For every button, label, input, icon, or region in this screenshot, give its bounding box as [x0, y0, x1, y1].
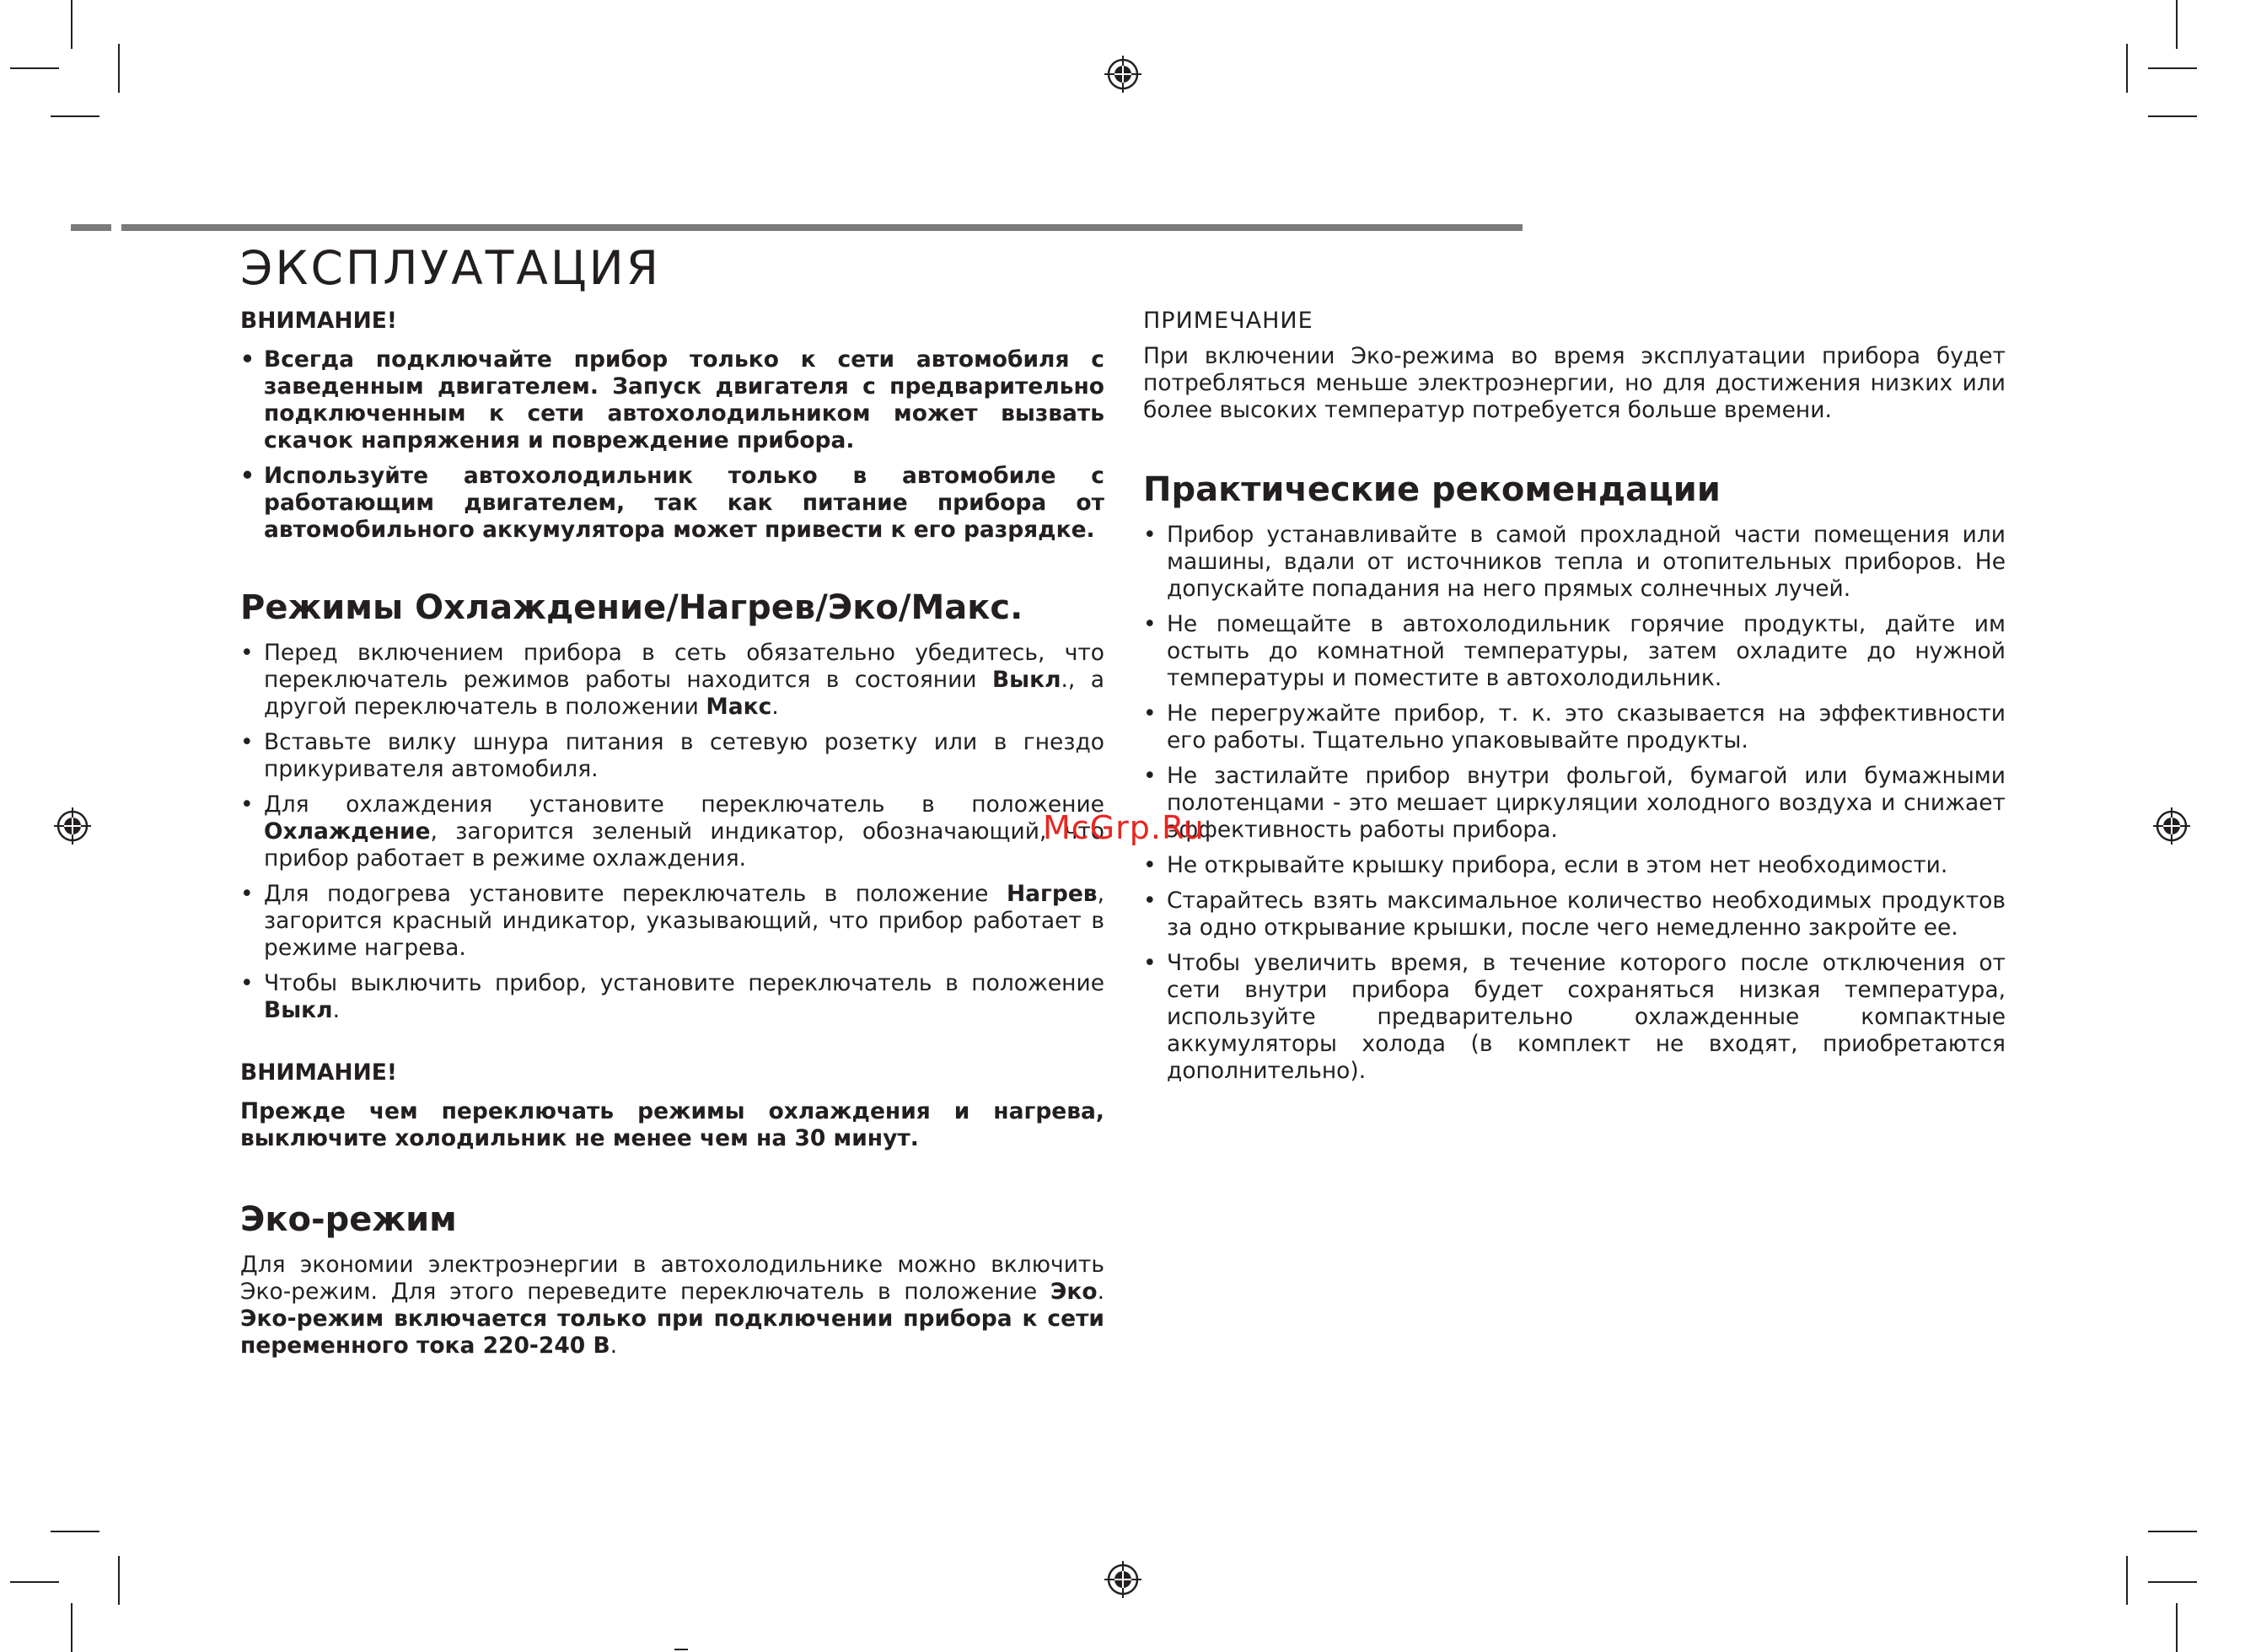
list-item: • Старайтесь взять максимальное количество необходимых продуктов за одно открывание крышки, после чего немедленно закройте ее.: [1143, 888, 2006, 941]
section-title-eco: Эко-режим: [240, 1200, 457, 1239]
text: .: [332, 997, 340, 1023]
page-title: ЭКСПЛУАТАЦИЯ: [240, 241, 661, 295]
note-label: ПРИМЕЧАНИЕ: [1143, 308, 1313, 334]
crop-mark: [674, 1649, 688, 1650]
warning-heading: ВНИМАНИЕ!: [240, 308, 397, 334]
warning-heading: ВНИМАНИЕ!: [240, 1059, 397, 1086]
tips-list: [1143, 522, 2006, 1085]
list-item: [240, 640, 1104, 721]
right-column: [1143, 308, 2006, 1093]
text: , загорится красный индикатор, указывающий, что прибор работает в режиме нагрева.: [264, 881, 1104, 961]
left-column: [240, 308, 1104, 1360]
registration-mark-icon: [1104, 1561, 1141, 1598]
bold-text: Нагрев: [1006, 881, 1098, 907]
text: Перед включением прибора в сеть обязательно убедитесь, что переключатель режимов работы находится в состоянии: [264, 640, 1104, 693]
crop-mark: [2148, 1581, 2197, 1583]
bold-text: Выкл: [264, 997, 333, 1023]
crop-mark: [10, 1581, 59, 1583]
list-item: • Не застилайте прибор внутри фольгой, бумагой или бумажными полотенцами - это мешает циркуляции холодного воздуха и снижает эффективность работы прибора.: [1143, 763, 2006, 844]
text: Для подогрева установите переключатель в положение: [264, 881, 1007, 907]
watermark: McGrp.Ru: [1043, 809, 1205, 846]
eco-paragraph: [240, 1252, 1104, 1360]
text: , загорится зеленый индикатор, обозначающий, что прибор работает в режиме охлаждения.: [264, 818, 1104, 872]
modes-list: [240, 640, 1104, 1024]
section-title-modes: Режимы Охлаждение/Нагрев/Эко/Макс.: [240, 588, 1023, 627]
list-item: • Не помещайте в автохолодильник горячие продукты, дайте им остыть до комнатной температуры, затем охладите до нужной температуры и поместите в автохолодильник.: [1143, 611, 2006, 692]
list-item: • Чтобы увеличить время, в течение которого после отключения от сети внутри прибора будет сохраняться низкая температура, используйте предварительно охлажденные компактные аккумуляторы холода (в комплект не входят, приобретаются дополнительно).: [1143, 950, 2006, 1085]
crop-mark: [71, 1603, 73, 1652]
text: Для экономии электроэнергии в автохолодильнике можно включить Эко-режим. Для этого переведите переключатель в положение: [240, 1252, 1104, 1305]
text: Чтобы выключить прибор, установите переключатель в положение: [264, 970, 1104, 996]
registration-mark-icon: [2153, 807, 2190, 845]
bold-text: Эко: [1050, 1279, 1098, 1305]
text: Для охлаждения установите переключатель в положение: [264, 791, 1104, 818]
registration-mark-icon: [1104, 56, 1141, 93]
crop-mark: [2148, 1531, 2197, 1532]
crop-mark: [51, 115, 99, 117]
header-rule: [121, 224, 1523, 231]
warning-item: • Используйте автохолодильник только в автомобиле с работающим двигателем, так как питание прибора от автомобильного аккумулятора может привести к его разрядке.: [240, 463, 1104, 544]
text: .: [771, 694, 779, 720]
registration-mark-icon: [54, 807, 91, 845]
list-item: • Прибор устанавливайте в самой прохладной части помещения или машины, вдали от источников тепла и отопительных приборов. Не допускайте попадания на него прямых солнечных лучей.: [1143, 522, 2006, 603]
crop-mark: [2126, 44, 2128, 93]
crop-mark: [2148, 115, 2197, 117]
crop-mark: [2148, 67, 2197, 69]
crop-mark: [51, 1531, 99, 1532]
crop-mark: [118, 44, 120, 93]
note-text: При включении Эко-режима во время эксплуатации прибора будет потребляться меньше электроэнергии, но для достижения низких или более высоких температур потребуется больше времени.: [1143, 343, 2006, 423]
crop-mark: [10, 67, 59, 69]
section-title-tips: Практические рекомендации: [1143, 470, 1721, 509]
list-item: • Не перегружайте прибор, т. к. это сказывается на эффективности его работы. Тщательно упаковывайте продукты.: [1143, 700, 2006, 754]
crop-mark: [118, 1556, 120, 1605]
warning-text: Прежде чем переключать режимы охлаждения и нагрева, выключите холодильник не менее чем на 30 минут.: [240, 1098, 1104, 1151]
warning-item: • Всегда подключайте прибор только к сети автомобиля с заведенным двигателем. Запуск двигателя с предварительно подключенным к сети автохолодильником может вызвать скачок напряжения и повреждение прибора.: [240, 346, 1104, 454]
bold-text: Охлаждение: [264, 818, 431, 845]
warning-list: [240, 346, 1104, 544]
list-item: • Вставьте вилку шнура питания в сетевую розетку или в гнездо прикуривателя автомобиля.: [240, 729, 1104, 783]
bold-text: Эко-режим включается только при подключении прибора к сети переменного тока 220-240 В: [240, 1306, 1104, 1359]
crop-mark: [2176, 0, 2178, 49]
text: .: [610, 1333, 618, 1359]
bold-text: Макс: [706, 694, 772, 720]
header-rule-short: [71, 224, 111, 231]
list-item: [240, 881, 1104, 962]
bold-text: Выкл: [991, 667, 1061, 693]
list-item: • Не открывайте крышку прибора, если в этом нет необходимости.: [1143, 852, 2006, 879]
crop-mark: [2176, 1603, 2178, 1652]
text: ., а другой переключатель в положении: [264, 667, 1104, 720]
crop-mark: [71, 0, 73, 49]
text: .: [1097, 1279, 1104, 1305]
crop-mark: [2126, 1556, 2128, 1605]
list-item: [240, 970, 1104, 1024]
list-item: [240, 791, 1104, 872]
